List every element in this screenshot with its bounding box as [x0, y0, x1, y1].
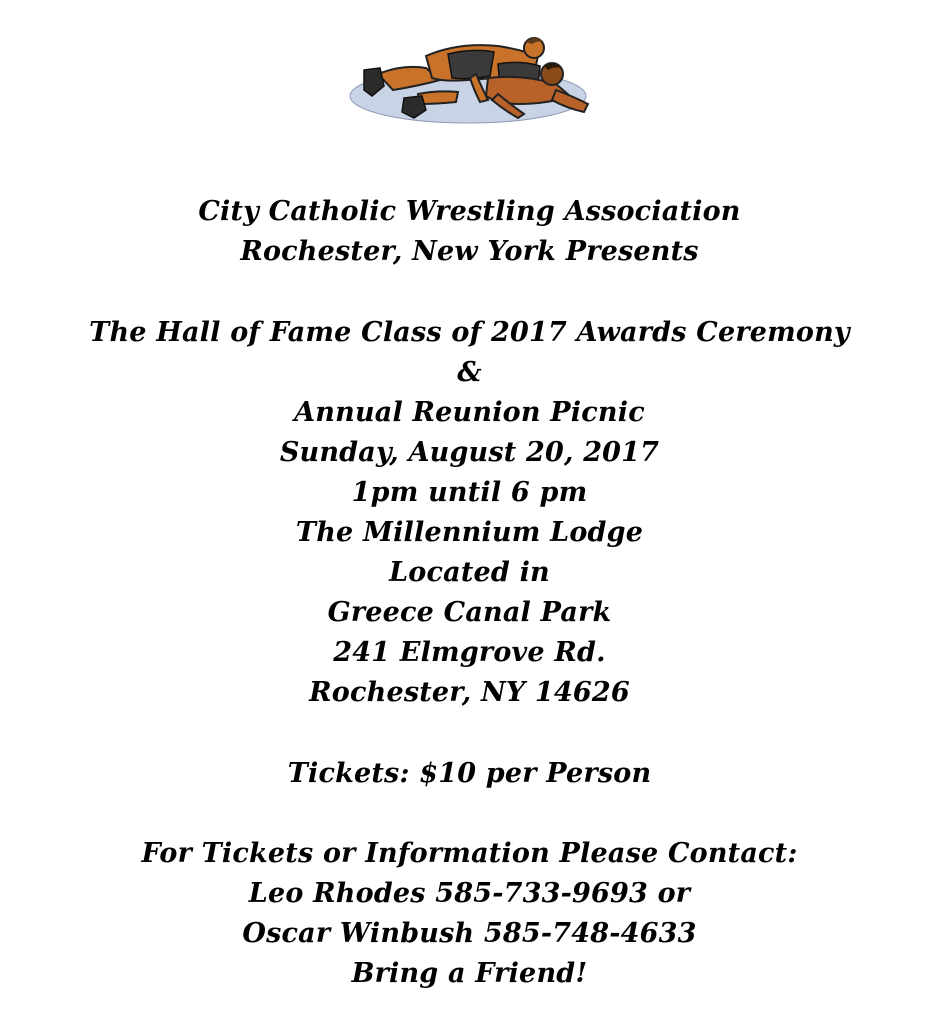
ticket-price: Tickets: $10 per Person: [287, 758, 652, 789]
organizer-name: City Catholic Wrestling Association: [198, 196, 741, 227]
event-time: 1pm until 6 pm: [351, 477, 588, 508]
ampersand: &: [457, 357, 482, 388]
event-title: The Hall of Fame Class of 2017 Awards Ceremony: [89, 317, 850, 348]
venue-name: The Millennium Lodge: [295, 517, 644, 548]
organizer-location: Rochester, New York Presents: [240, 236, 699, 267]
contact-person-2: Oscar Winbush 585-748-4633: [242, 918, 697, 949]
venue-located-in: Located in: [389, 557, 550, 588]
contact-heading: For Tickets or Information Please Contact:: [141, 838, 798, 869]
event-subtitle: Annual Reunion Picnic: [294, 397, 645, 428]
venue-street: 241 Elmgrove Rd.: [333, 637, 606, 668]
contact-person-1: Leo Rhodes 585-733-9693 or: [248, 878, 691, 909]
venue-park: Greece Canal Park: [327, 597, 612, 628]
wrestlers-clipart-icon: [348, 34, 594, 126]
venue-city: Rochester, NY 14626: [309, 677, 630, 708]
closing-line: Bring a Friend!: [351, 958, 588, 989]
event-date: Sunday, August 20, 2017: [279, 437, 660, 468]
